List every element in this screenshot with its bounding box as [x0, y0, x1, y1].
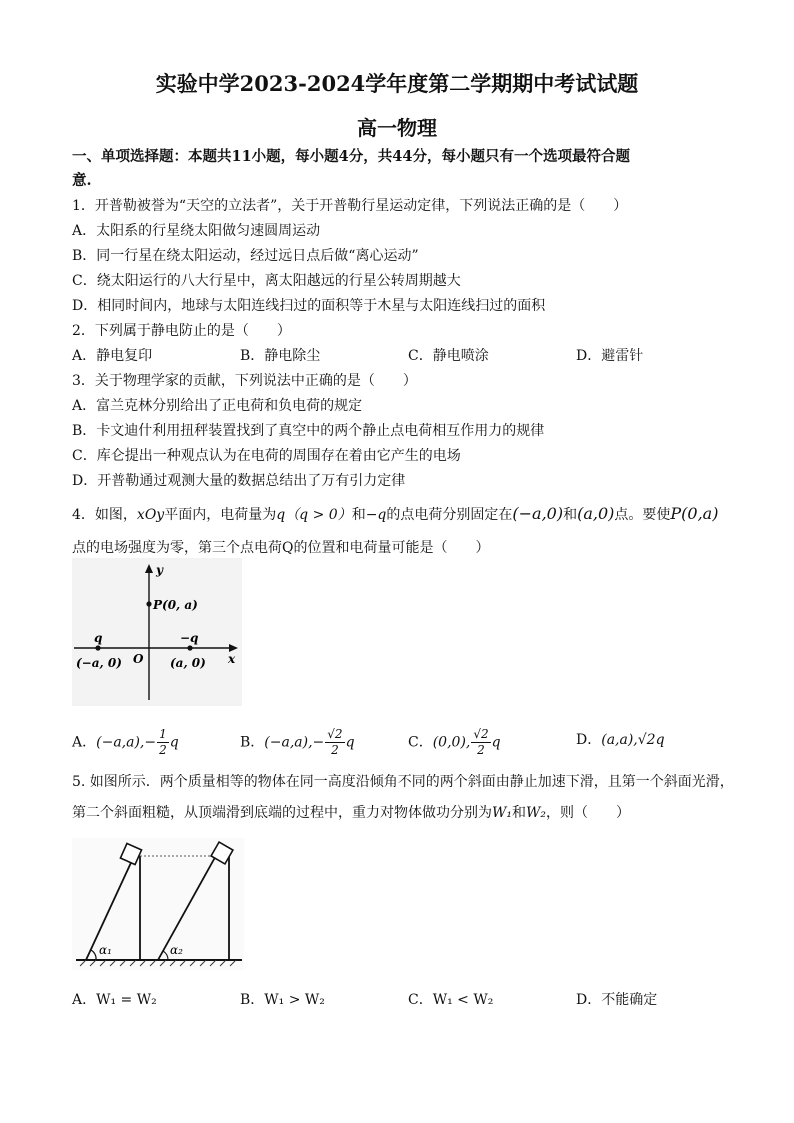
- q5-stem-cont: 第二个斜面粗糙，从顶端滑到底端的过程中，重力对物体做功分别为W₁和W₂，则（ ）: [72, 805, 631, 821]
- charge-negq-point: [187, 645, 192, 650]
- q2-option-d: D．避雷针: [576, 348, 644, 364]
- q2-option-c: C．静电喷涂: [408, 348, 489, 364]
- q5-stem: 5. 如图所示．两个质量相等的物体在同一高度沿倾角不同的两个斜面由静止加速下滑，且第一个斜面光滑，: [72, 774, 734, 790]
- q2-option-a: A．静电复印: [72, 348, 153, 364]
- q4-coordinate-figure: [72, 558, 242, 710]
- q4-figure-svg: [72, 558, 242, 706]
- q5-option-d: D．不能确定: [576, 992, 658, 1008]
- exam-subtitle: 高一物理: [357, 116, 437, 140]
- q3-option-c: C．库仑提出一种观点认为在电荷的周围存在着由它产生的电场: [72, 448, 461, 464]
- section-heading-cont: 意.: [72, 172, 92, 189]
- angle-1-label: α₁: [99, 943, 112, 957]
- y-axis-label: y: [156, 563, 163, 577]
- q1-option-c: C．绕太阳运行的八大行星中，离太阳越远的行星公转周期越大: [72, 273, 461, 289]
- q5-figure-svg: [72, 838, 244, 970]
- q5-option-b: B．W₁ > W₂: [240, 992, 325, 1008]
- origin-label: O: [133, 652, 144, 666]
- q2-stem: 2．下列属于静电防止的是（ ）: [72, 323, 291, 339]
- q4-stem-cont: 点的电场强度为零，第三个点电荷Q的位置和电荷量可能是（ ）: [72, 540, 490, 556]
- right-point-label: (a, 0): [170, 656, 206, 670]
- fraction: $\frac{√2}{2}$: [473, 727, 489, 757]
- q4-option-b: B．(−a,a),− $\frac{√2}{2}$ q: [240, 727, 355, 757]
- exam-title: 实验中学2023-2024学年度第二学期期中考试试题: [155, 71, 639, 96]
- q4-stem: 4．如图，xOy平面内，电荷量为q（q > 0）和−q的点电荷分别固定在(−a,0)和(a,0)点。要使P(0,a): [72, 504, 719, 523]
- q1-option-b: B．同一行星在绕太阳运动，经过远日点后做“离心运动”: [72, 248, 419, 264]
- fraction: $\frac{√2}{2}$: [327, 727, 343, 757]
- q4-option-a: A．(−a,a),− $\frac{1}{2}$ q: [72, 727, 179, 757]
- x-axis-label: x: [228, 652, 236, 666]
- q5-incline-figure: [72, 838, 244, 974]
- point-p: [146, 601, 151, 606]
- q3-option-a: A．富兰克林分别给出了正电荷和负电荷的规定: [72, 398, 363, 414]
- charge-negq-label: −q: [180, 631, 199, 645]
- charge-q-point: [95, 645, 100, 650]
- q3-stem: 3．关于物理学家的贡献，下列说法中正确的是（ ）: [72, 373, 417, 389]
- point-p-label: P(0, a): [153, 598, 198, 612]
- q4-option-d: D．(a,a),√2q: [576, 732, 665, 748]
- q1-option-a: A．太阳系的行星绕太阳做匀速圆周运动: [72, 223, 321, 239]
- q3-option-d: D．开普勒通过观测大量的数据总结出了万有引力定律: [72, 473, 406, 489]
- q3-option-b: B．卡文迪什利用扭秤装置找到了真空中的两个静止点电荷相互作用力的规律: [72, 423, 545, 439]
- q5-option-a: A．W₁ = W₂: [72, 992, 157, 1008]
- angle-2-label: α₂: [170, 943, 183, 957]
- fraction: $\frac{1}{2}$: [159, 727, 167, 757]
- left-point-label: (−a, 0): [76, 656, 122, 670]
- q4-option-c: C．(0,0), $\frac{√2}{2}$ q: [408, 727, 501, 757]
- q1-option-d: D．相同时间内，地球与太阳连线扫过的面积等于木星与太阳连线扫过的面积: [72, 298, 546, 314]
- q2-option-b: B．静电除尘: [240, 348, 321, 364]
- charge-q-label: q: [94, 631, 103, 645]
- q1-stem: 1．开普勒被誉为“天空的立法者”，关于开普勒行星运动定律，下列说法正确的是（ ）: [72, 198, 628, 214]
- q5-option-c: C．W₁ < W₂: [408, 992, 494, 1008]
- section-heading: 一、单项选择题：本题共11小题，每小题4分，共44分，每小题只有一个选项最符合题: [72, 148, 630, 165]
